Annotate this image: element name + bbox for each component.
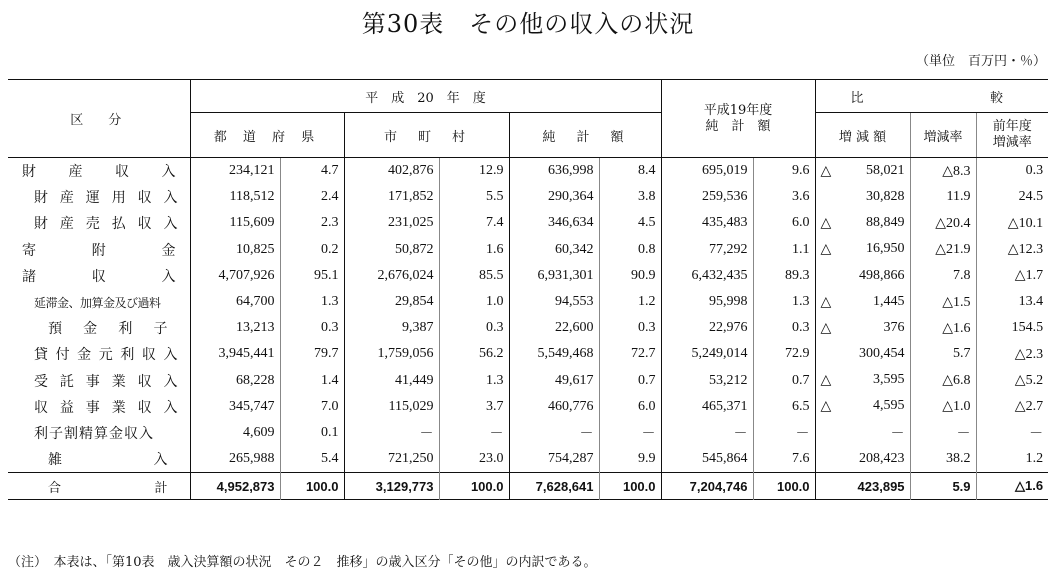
row-value: 1.2 (976, 446, 1048, 473)
decrease-triangle-icon: △ (1014, 399, 1026, 415)
row-value: 0.3 (599, 315, 661, 341)
row-value: 7.6 (753, 446, 815, 473)
value-text: 3,595 (873, 372, 905, 388)
row-value: 7,204,746 (661, 473, 753, 500)
row-value: 0.3 (439, 315, 509, 341)
value-text: 4,595 (873, 398, 905, 414)
value-text: 1.0 (953, 399, 971, 415)
row-value: 0.3 (976, 158, 1048, 185)
row-value: － (509, 420, 599, 446)
row-value: 6,931,301 (509, 263, 599, 289)
header-todofuken: 都 道 府 県 (190, 113, 344, 158)
row-value: 53,212 (661, 368, 753, 394)
row-value (976, 473, 1048, 500)
row-value: 118,512 (190, 184, 280, 210)
value-text: 1.5 (953, 294, 971, 310)
header-hikaku-right: 較 (990, 90, 1004, 106)
row-value: 6.5 (753, 394, 815, 420)
header-shichoson: 市 町 村 (344, 113, 509, 158)
row-value: － (344, 420, 439, 446)
row-value: 498,866 (815, 263, 910, 289)
value-text: 20.4 (946, 215, 971, 231)
row-value: 68,228 (190, 368, 280, 394)
row-value: 100.0 (280, 473, 344, 500)
row-value: － (815, 420, 910, 446)
row-value: 4,952,873 (190, 473, 280, 500)
value-text: 6.8 (953, 373, 971, 389)
row-value: 22,976 (661, 315, 753, 341)
row-value: 115,609 (190, 210, 280, 236)
row-label: 合 計 (8, 473, 190, 500)
decrease-triangle-icon: △ (1014, 268, 1026, 284)
row-value: 423,895 (815, 473, 910, 500)
table-row (8, 315, 1048, 341)
row-value: 208,423 (815, 446, 910, 473)
row-value: 231,025 (344, 210, 439, 236)
row-value (976, 368, 1048, 394)
row-label: 延滞金、加算金及び過料 (34, 295, 161, 310)
table-row (8, 368, 1048, 394)
row-value: 4.5 (599, 210, 661, 236)
row-value: 6.0 (753, 210, 815, 236)
row-value: 1,759,056 (344, 341, 439, 367)
row-value: 72.7 (599, 341, 661, 367)
header-heisei20: 平 成 20 年 度 (190, 80, 661, 113)
row-value: 9.9 (599, 446, 661, 473)
value-text: 12.3 (1018, 242, 1044, 258)
row-value: 30,828 (815, 184, 910, 210)
decrease-triangle-icon: △ (942, 373, 954, 389)
row-value: 8.4 (599, 158, 661, 185)
footnote: （注） 本表は、「第10表 歳入決算額の状況 その２ 推移」の歳入区分「その他」の内訳である。 (8, 555, 597, 570)
row-value: 7.4 (439, 210, 509, 236)
row-value: 3.8 (599, 184, 661, 210)
table-body (8, 158, 1048, 500)
row-value: 72.9 (753, 341, 815, 367)
row-value: 115,029 (344, 394, 439, 420)
row-value: 100.0 (753, 473, 815, 500)
value-text: 58,021 (866, 162, 905, 178)
row-value: 1.3 (753, 289, 815, 315)
decrease-triangle-icon: △ (820, 399, 832, 415)
row-value (976, 210, 1048, 236)
row-value: 2.3 (280, 210, 344, 236)
table-row (8, 446, 1048, 473)
row-value: 7.0 (280, 394, 344, 420)
row-value: 29,854 (344, 289, 439, 315)
row-value: 465,371 (661, 394, 753, 420)
row-value: 38.2 (910, 446, 976, 473)
value-text: 1,445 (873, 293, 905, 309)
row-value: 50,872 (344, 237, 439, 263)
row-value: 41,449 (344, 368, 439, 394)
decrease-triangle-icon: △ (1007, 242, 1019, 258)
row-value: 100.0 (599, 473, 661, 500)
row-value: 5.9 (910, 473, 976, 500)
row-value: － (976, 420, 1048, 446)
row-value: － (661, 420, 753, 446)
row-value: 1.3 (280, 289, 344, 315)
row-value: 0.2 (280, 237, 344, 263)
header-junkei: 純 計 額 (509, 113, 661, 158)
row-value: 435,483 (661, 210, 753, 236)
row-value: 300,454 (815, 341, 910, 367)
decrease-triangle-icon: △ (935, 242, 947, 258)
row-value: 0.3 (753, 315, 815, 341)
row-value: 23.0 (439, 446, 509, 473)
row-value: 7.8 (910, 263, 976, 289)
header-zogen-gaku: 増 減 額 (815, 113, 910, 158)
row-label: 財産売払収入 (34, 216, 178, 233)
row-value: 234,121 (190, 158, 280, 185)
table-row (8, 237, 1048, 263)
row-value: 13.4 (976, 289, 1048, 315)
row-value (815, 210, 910, 236)
row-value (976, 263, 1048, 289)
decrease-triangle-icon: △ (1007, 215, 1019, 231)
header-kubun: 区 分 (8, 80, 190, 158)
row-value: － (753, 420, 815, 446)
row-value (815, 394, 910, 420)
row-value: 0.3 (280, 315, 344, 341)
row-value: 5,549,468 (509, 341, 599, 367)
total-row (8, 473, 1048, 500)
row-value: 545,864 (661, 446, 753, 473)
row-value: 1.0 (439, 289, 509, 315)
row-value: － (599, 420, 661, 446)
row-value: 4,609 (190, 420, 280, 446)
value-text: 8.3 (953, 163, 971, 179)
row-value: 6,432,435 (661, 263, 753, 289)
row-value (815, 237, 910, 263)
row-value: 2.4 (280, 184, 344, 210)
row-value (910, 289, 976, 315)
table-row (8, 263, 1048, 289)
row-label: 収益事業収入 (34, 399, 178, 416)
row-label: 受託事業収入 (34, 373, 178, 390)
row-value: 4.7 (280, 158, 344, 185)
row-value: 345,747 (190, 394, 280, 420)
value-text: 10.1 (1018, 215, 1044, 231)
row-label: 貸付金元利収入 (34, 347, 178, 364)
row-value: 10,825 (190, 237, 280, 263)
row-value (976, 237, 1048, 263)
row-value (910, 158, 976, 185)
value-text: 1.6 (953, 320, 971, 336)
row-value: 1.6 (439, 237, 509, 263)
row-value (910, 368, 976, 394)
decrease-triangle-icon: △ (820, 294, 832, 310)
table-row (8, 341, 1048, 367)
row-label: 預 金 利 子 (48, 321, 168, 338)
table-row (8, 289, 1048, 315)
header-zennen: 前年度 増減率 (976, 113, 1048, 158)
value-text: 2.7 (1025, 399, 1044, 415)
row-value: 695,019 (661, 158, 753, 185)
row-value: 1.3 (439, 368, 509, 394)
row-value: 0.1 (280, 420, 344, 446)
row-label: 雑 入 (48, 452, 168, 469)
unit-label: （単位 百万円・％） (915, 54, 1046, 69)
header-heisei19: 平成19年度 純 計 額 (661, 80, 815, 158)
decrease-triangle-icon: △ (1014, 478, 1025, 494)
value-text: 88,849 (866, 214, 905, 230)
row-value: 5.4 (280, 446, 344, 473)
row-value: 12.9 (439, 158, 509, 185)
row-label: 利子割精算金収入 (34, 425, 154, 442)
row-value: 1.2 (599, 289, 661, 315)
row-value: 9,387 (344, 315, 439, 341)
row-value: 0.7 (753, 368, 815, 394)
row-value: 5,249,014 (661, 341, 753, 367)
row-value: 100.0 (439, 473, 509, 500)
row-value: 402,876 (344, 158, 439, 185)
row-value (910, 237, 976, 263)
row-value: 721,250 (344, 446, 439, 473)
header-zogen-ritsu: 増減率 (910, 113, 976, 158)
row-value: 79.7 (280, 341, 344, 367)
value-text: 5.2 (1025, 373, 1044, 389)
decrease-triangle-icon: △ (820, 163, 832, 179)
row-value: 290,364 (509, 184, 599, 210)
value-text: 2.3 (1025, 346, 1044, 362)
row-value: 0.7 (599, 368, 661, 394)
row-value: 11.9 (910, 184, 976, 210)
value-text: 1.7 (1025, 268, 1044, 284)
row-value: 77,292 (661, 237, 753, 263)
row-value: 636,998 (509, 158, 599, 185)
header-hikaku (815, 80, 1048, 113)
row-value: 95,998 (661, 289, 753, 315)
row-value: 60,342 (509, 237, 599, 263)
decrease-triangle-icon: △ (1014, 373, 1026, 389)
row-label: 諸 収 入 (22, 268, 176, 285)
row-value: 64,700 (190, 289, 280, 315)
row-value: 3.6 (753, 184, 815, 210)
row-value (976, 394, 1048, 420)
income-table-container (8, 79, 1048, 500)
value-text: 16,950 (866, 241, 905, 257)
row-value: 5.7 (910, 341, 976, 367)
row-label: 財 産 収 入 (22, 164, 176, 181)
value-text: 376 (883, 319, 905, 335)
decrease-triangle-icon: △ (935, 215, 947, 231)
row-value: － (910, 420, 976, 446)
table-row (8, 184, 1048, 210)
decrease-triangle-icon: △ (942, 163, 954, 179)
row-value (910, 210, 976, 236)
other-income-table (8, 79, 1048, 500)
row-value: 7,628,641 (509, 473, 599, 500)
table-row (8, 394, 1048, 420)
row-value: 89.3 (753, 263, 815, 289)
row-value: － (439, 420, 509, 446)
row-value: 49,617 (509, 368, 599, 394)
row-value: 95.1 (280, 263, 344, 289)
value-text: 21.9 (946, 242, 971, 258)
row-label: 財産運用収入 (34, 190, 178, 207)
row-value: 4,707,926 (190, 263, 280, 289)
row-value: 1.1 (753, 237, 815, 263)
row-value: 3,129,773 (344, 473, 439, 500)
row-value (815, 158, 910, 185)
row-value: 754,287 (509, 446, 599, 473)
row-value: 13,213 (190, 315, 280, 341)
row-value: 24.5 (976, 184, 1048, 210)
table-row (8, 210, 1048, 236)
row-value: 3.7 (439, 394, 509, 420)
row-value: 22,600 (509, 315, 599, 341)
value-text: 1.6 (1024, 478, 1044, 494)
row-value: 0.8 (599, 237, 661, 263)
row-value: 5.5 (439, 184, 509, 210)
row-value: 171,852 (344, 184, 439, 210)
row-label: 寄 附 金 (22, 242, 176, 259)
row-value (910, 394, 976, 420)
row-value: 90.9 (599, 263, 661, 289)
row-value: 460,776 (509, 394, 599, 420)
decrease-triangle-icon: △ (942, 294, 954, 310)
row-value: 2,676,024 (344, 263, 439, 289)
row-value (910, 315, 976, 341)
row-value: 9.6 (753, 158, 815, 185)
row-value: 1.4 (280, 368, 344, 394)
decrease-triangle-icon: △ (820, 242, 832, 258)
row-value: 346,634 (509, 210, 599, 236)
decrease-triangle-icon: △ (1014, 346, 1026, 362)
row-value: 56.2 (439, 341, 509, 367)
row-value: 85.5 (439, 263, 509, 289)
row-value: 3,945,441 (190, 341, 280, 367)
row-value (815, 315, 910, 341)
row-value: 154.5 (976, 315, 1048, 341)
row-value (815, 289, 910, 315)
decrease-triangle-icon: △ (820, 215, 832, 231)
header-hikaku-left: 比 (850, 90, 864, 106)
row-value: 94,553 (509, 289, 599, 315)
table-row (8, 420, 1048, 446)
decrease-triangle-icon: △ (820, 373, 832, 389)
row-value: 265,988 (190, 446, 280, 473)
row-value: 259,536 (661, 184, 753, 210)
page-title: 第30表 その他の収入の状況 (361, 10, 695, 38)
table-row (8, 158, 1048, 185)
decrease-triangle-icon: △ (942, 320, 954, 336)
row-value (976, 341, 1048, 367)
row-value (815, 368, 910, 394)
decrease-triangle-icon: △ (942, 399, 954, 415)
decrease-triangle-icon: △ (820, 320, 832, 336)
row-value: 6.0 (599, 394, 661, 420)
